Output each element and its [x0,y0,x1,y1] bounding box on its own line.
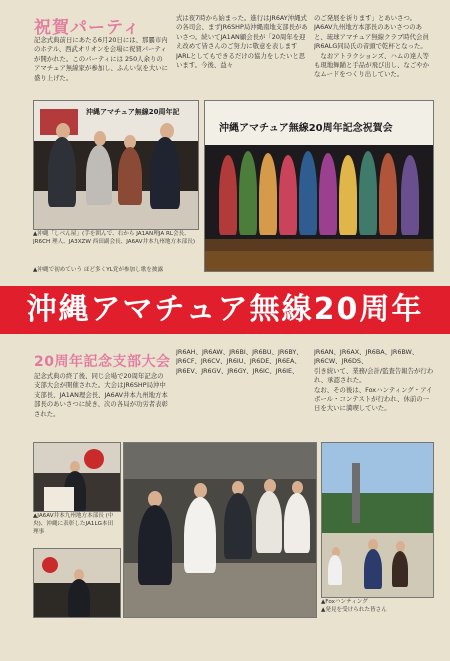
branch-text-col2: JR6AH、JR6AW、JR6BI、JR6BU、JR6BY、JR6CF、JR6CV、JR6IU、JR6DE、JR6EA、JR6EV、JR6GV、JR6GY、JR6IC、JR6IE、 [176,348,303,375]
photo-reception-group [33,100,199,230]
photo1-banner-sign: 沖縄アマチュア無線20周年記 [86,108,180,116]
anniversary-banner: 沖縄アマチュア無線20周年 [0,286,450,334]
branch-text-col1: 記念式典の終了後、同じ会場で20周年記念の支部大会が開催された。大会はJR6SHP局沖中支部長、JA1AN理会長、JA6AV井本九州地方本部長のあいさつに続き、次の各局が功労者表彰された。 [34,372,168,418]
photo1-caption: ▲沖縄「しべん屋」(手を囲んで、右から JA1AN理JA RL会長、JR6CH 理人、JA3XZW 西田副会長、JA6AV井本九州地方本部長) [33,231,195,245]
photo-speaker-podium [33,442,121,512]
photo-fox-caption: ▲Foxハンティング ▲発見を受けられた皆さん [321,599,387,613]
photo-stage-performers [204,100,434,272]
photo2-banner-sign: 沖縄アマチュア無線20周年記念祝賀会 [219,123,393,134]
photo-speaker-2 [33,548,121,618]
party-text-col1: 記念式典前日にあたる6月20日には、那覇市内のホテル、西武オリオンを会場に祝賀パーティが開かれた。このパーティには 250人余りのアマチュア無線家が参加し、ふんい気を大いに盛り上げた。 [34,36,168,82]
branch-meeting-title: 20周年記念支部大会 [34,354,171,370]
party-text-col2: 式は夜7時から始まった。進行はJR6AY沖縄式の各司会、まずJR6SHP局沖縄南地支部長があいさつ。続いてJA1AN顧会長が「20周年を迎え改めて皆さんのご努力に敬意を表します JARLとしてもできるだけの協力をしたいと思います。今後、益々 [176,14,308,70]
photo1-caption2: ▲沖縄で初めていう ほど多くYL党が参加し歌を披露 [33,267,164,273]
photo-fox-hunting [321,442,434,598]
photo-audience-seated [123,442,317,618]
party-text-col3: のご発展を祈ります」とあいさつ。JA6AV九州地方本部長のあいさつのあと、琉球アマチュア無線クラブ時代会員JR6ALG同局氏の音頭で乾杯となった。 なおアトラクションズ、ハムの達人等も現地舞踊と手品が飛び出し、なごやかなムードをつくり出していた。 [314,14,430,79]
branch-text-col3: JR6AN、JR6AX、JR6BA、JR6BW、JR6CW、JR6DS、 引き続いて、業務/会計/監査告報告が行われ、承認された。 なお、その後は、Foxハンティング・アイボール・コンテストが行われ、休前の一日を大いに満喫していた。 [314,348,434,413]
party-title: 祝賀パーティ [34,18,141,38]
photo-speaker-caption: ▲JA6AV井本九州地方本部長 (中央)、沖縄に表彰したJA1LG本田 理事 [33,513,114,535]
